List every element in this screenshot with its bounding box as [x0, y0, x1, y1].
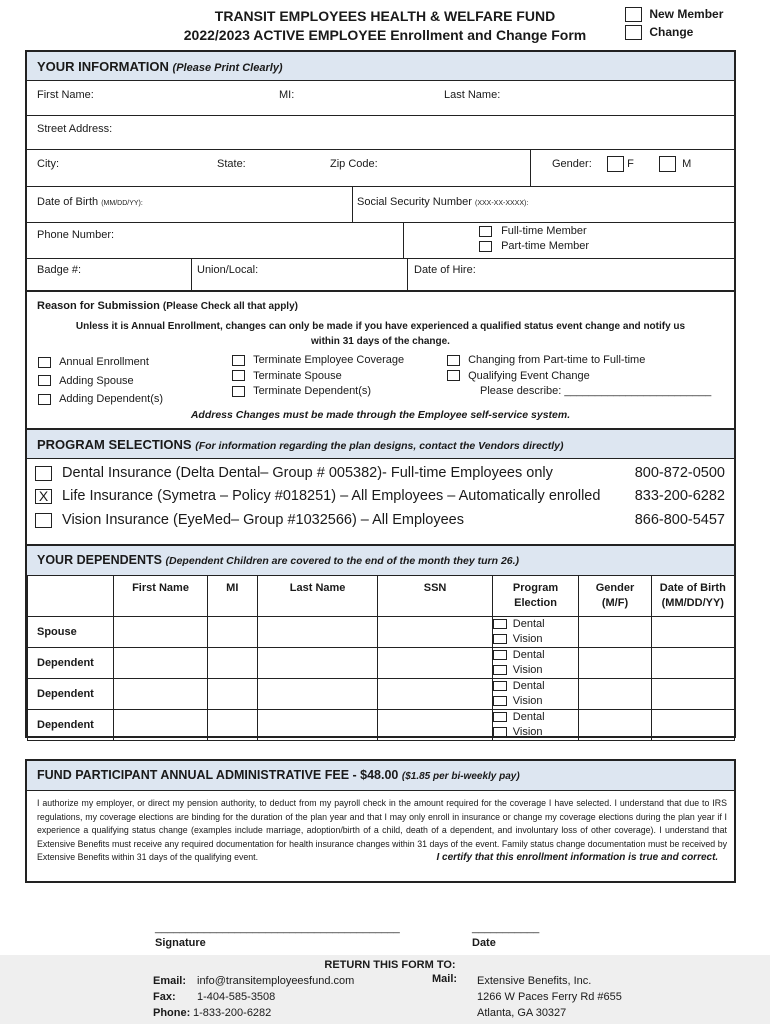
title-line-2: 2022/2023 ACTIVE EMPLOYEE Enrollment and Change Form	[183, 27, 587, 43]
dob-format: (MM/DD/YY):	[101, 200, 143, 207]
life-phone: 833-200-6282	[634, 488, 725, 504]
form-title	[150, 7, 620, 45]
cell-mi[interactable]	[207, 679, 257, 710]
full-time-option[interactable]	[479, 225, 587, 237]
row-label-dependent: Dependent	[28, 648, 114, 679]
reason-part-to-full[interactable]: Changing from Part-time to Full-time	[447, 353, 711, 369]
ssn-field[interactable]	[357, 196, 528, 208]
reason-heading: Reason for Submission (Please Check all that apply)	[37, 300, 298, 312]
cell-gender[interactable]	[579, 679, 651, 710]
date-of-hire-field[interactable]: Date of Hire:	[414, 264, 476, 276]
col-mi: MI	[207, 576, 257, 617]
fax-number: 1-404-585-3508	[197, 991, 276, 1003]
dental-option[interactable]: Dental	[493, 679, 579, 694]
cell-gender[interactable]	[579, 648, 651, 679]
dental-option[interactable]: Dental	[493, 648, 579, 663]
col-last-name: Last Name	[257, 576, 377, 617]
contact-block: Email: info@transitemployeesfund.com Fax: 1-404-585-3508 Phone: 1-833-200-6282	[153, 975, 355, 1019]
cell-first-name[interactable]	[114, 710, 207, 741]
gender-f-checkbox[interactable]	[607, 156, 634, 172]
street-address-field[interactable]: Street Address:	[37, 123, 113, 135]
fee-header	[27, 761, 734, 791]
dental-checkbox[interactable]	[35, 466, 52, 481]
cell-ssn[interactable]	[378, 648, 492, 679]
program-selections-header	[27, 430, 734, 459]
gender-f-label: F	[627, 157, 634, 170]
reason-col-2	[232, 353, 404, 400]
change-checkbox[interactable]	[625, 25, 642, 40]
your-information-section	[25, 50, 736, 292]
mail-address: Extensive Benefits, Inc. 1266 W Paces Ferry Rd #655 Atlanta, GA 30327	[477, 975, 622, 1019]
reason-section	[25, 290, 736, 430]
col-ssn: SSN	[378, 576, 492, 617]
reason-describe-field[interactable]: Please describe: ________________________	[480, 385, 712, 397]
life-label: Life Insurance (Symetra – Policy #018251) – All Employees – Automatically enrolled	[62, 488, 601, 504]
cell-mi[interactable]	[207, 710, 257, 741]
gender-m-label: M	[682, 157, 692, 170]
col-dob: Date of Birth (MM/DD/YY)	[651, 576, 734, 617]
cell-program-election	[492, 617, 579, 648]
table-row	[28, 617, 735, 648]
cell-program-election	[492, 648, 579, 679]
cell-dob[interactable]	[651, 679, 734, 710]
your-information-header	[27, 52, 734, 81]
program-selections-section	[25, 428, 736, 546]
reason-terminate-dependents[interactable]: Terminate Dependent(s)	[232, 384, 404, 400]
full-time-label: Full-time Member	[501, 225, 587, 237]
cell-first-name[interactable]	[114, 617, 207, 648]
program-item-life[interactable]	[35, 488, 725, 504]
dental-phone: 800-872-0500	[634, 465, 725, 481]
reason-note: (Please Check all that apply)	[162, 301, 298, 312]
change-label: Change	[649, 25, 694, 39]
vision-option[interactable]: Vision	[493, 663, 579, 678]
full-time-checkbox[interactable]	[479, 226, 492, 237]
cell-mi[interactable]	[207, 648, 257, 679]
reason-terminate-spouse[interactable]: Terminate Spouse	[232, 369, 404, 385]
cell-last-name[interactable]	[257, 648, 377, 679]
signature-line[interactable]: ________________________________________	[155, 922, 400, 934]
dental-label: Dental Insurance (Delta Dental– Group # 005382)- Full-time Employees only	[62, 465, 553, 481]
program-selections-note: (For information regarding the plan designs, contact the Vendors directly)	[195, 440, 564, 452]
new-member-checkbox[interactable]	[625, 7, 642, 22]
part-time-checkbox[interactable]	[479, 241, 492, 252]
dob-label: Date of Birth	[37, 196, 99, 208]
mi-field[interactable]: MI:	[279, 89, 295, 101]
first-name-field[interactable]: First Name:	[37, 89, 94, 101]
cell-dob[interactable]	[651, 617, 734, 648]
phone-number: 1-833-200-6282	[193, 1007, 272, 1019]
reason-terminate-employee[interactable]: Terminate Employee Coverage	[232, 353, 404, 369]
last-name-field[interactable]: Last Name:	[444, 89, 501, 101]
fee-note: ($1.85 per bi-weekly pay)	[401, 771, 520, 782]
fee-authorization-text: I authorize my employer, or direct my pension authority, to deduct from my payroll check in the amount required for the coverage I have selected. I understand that due to IRS regulations, my coverage elections are binding for the duration of the plan year and that I may only enroll in insurance or change my coverage elections during the plan year if I experience a qualifying status change (examples include marriage, adoption/birth of a child, death of a dependent, and involuntary loss of other coverage). I understand that Extensive Benefits must receive any required documentation for health insurance changes within 31 days of the event. Family status change documentation must be received by Extensive Benefits within 31 days of the qualifying event. I certify that this enrollment information is true and correct.	[37, 798, 727, 864]
cell-last-name[interactable]	[257, 679, 377, 710]
vision-option[interactable]: Vision	[493, 632, 579, 647]
new-member-label: New Member	[649, 7, 724, 21]
reason-adding-spouse[interactable]: Adding Spouse	[38, 372, 163, 391]
vision-checkbox[interactable]	[35, 513, 52, 528]
reason-col-3	[447, 353, 711, 400]
administrative-fee-section	[25, 759, 736, 883]
cell-first-name[interactable]	[114, 648, 207, 679]
email-link[interactable]: info@transitemployeesfund.com	[197, 975, 355, 987]
dental-option[interactable]: Dental	[493, 710, 579, 725]
cell-mi[interactable]	[207, 617, 257, 648]
cell-gender[interactable]	[579, 710, 651, 741]
reason-qualifying-event[interactable]: Qualifying Event Change	[447, 369, 711, 385]
signature-label: Signature	[155, 937, 206, 949]
cell-ssn[interactable]	[378, 617, 492, 648]
state-field[interactable]: State:	[217, 158, 246, 170]
vision-option[interactable]: Vision	[493, 725, 579, 740]
part-time-label: Part-time Member	[501, 240, 590, 252]
program-item-vision[interactable]	[35, 512, 725, 528]
row-label-dependent: Dependent	[28, 710, 114, 741]
dependents-heading: YOUR DEPENDENTS	[37, 553, 163, 567]
date-of-birth-field[interactable]	[37, 196, 143, 208]
col-first-name: First Name	[114, 576, 207, 617]
dependents-note: (Dependent Children are covered to the end of the month they turn 26.)	[165, 555, 520, 567]
new-member-option[interactable]	[625, 7, 723, 22]
cell-ssn[interactable]	[378, 679, 492, 710]
cell-dob[interactable]	[651, 710, 734, 741]
dependents-header-row	[28, 576, 735, 617]
col-gender: Gender (M/F)	[579, 576, 651, 617]
certify-statement: I certify that this enrollment information is true and correct.	[436, 852, 719, 864]
return-heading: RETURN THIS FORM TO:	[324, 959, 456, 971]
row-label-spouse: Spouse	[28, 617, 114, 648]
table-row	[28, 679, 735, 710]
title-line-1: TRANSIT EMPLOYEES HEALTH & WELFARE FUND	[214, 8, 556, 24]
zip-code-field[interactable]: Zip Code:	[330, 158, 378, 170]
table-row	[28, 648, 735, 679]
union-local-field[interactable]: Union/Local:	[197, 264, 259, 276]
cell-ssn[interactable]	[378, 710, 492, 741]
vision-label: Vision Insurance (EyeMed– Group #1032566) – All Employees	[62, 512, 464, 528]
fee-heading: FUND PARTICIPANT ANNUAL ADMINISTRATIVE FEE - $48.00	[37, 768, 399, 782]
mail-label: Mail:	[432, 973, 458, 985]
dependents-section	[25, 544, 736, 738]
vision-option[interactable]: Vision	[493, 694, 579, 709]
table-row	[28, 710, 735, 741]
return-footer	[0, 955, 770, 1024]
date-label: Date	[472, 937, 496, 949]
reason-col-1	[38, 353, 163, 409]
reason-adding-dependents[interactable]: Adding Dependent(s)	[38, 390, 163, 409]
phone-number-field[interactable]: Phone Number:	[37, 229, 115, 241]
cell-last-name[interactable]	[257, 710, 377, 741]
city-field[interactable]: City:	[37, 158, 59, 170]
reason-notice: Unless it is Annual Enrollment, changes can only be made if you have experienced a qualified status event change and notify us within 31 days of the change.	[75, 321, 686, 347]
dependents-header	[27, 546, 734, 575]
cell-last-name[interactable]	[257, 617, 377, 648]
gender-label: Gender:	[552, 158, 592, 170]
reason-annual-enrollment[interactable]: Annual Enrollment	[38, 353, 163, 372]
cell-program-election	[492, 710, 579, 741]
dependents-table	[27, 575, 735, 741]
life-checkbox[interactable]: X	[35, 489, 52, 504]
address-change-note: Address Changes must be made through the Employee self-service system.	[190, 409, 571, 421]
gender-m-checkbox[interactable]	[659, 156, 691, 172]
your-information-heading: YOUR INFORMATION	[37, 59, 169, 74]
change-option[interactable]	[625, 25, 693, 40]
dental-option[interactable]: Dental	[493, 617, 579, 632]
ssn-format: (XXX-XX-XXXX):	[475, 200, 529, 207]
cell-dob[interactable]	[651, 648, 734, 679]
date-line[interactable]: ___________	[472, 922, 540, 934]
cell-gender[interactable]	[579, 617, 651, 648]
vision-phone: 866-800-5457	[634, 512, 725, 528]
cell-program-election	[492, 679, 579, 710]
program-item-dental[interactable]	[35, 465, 725, 481]
part-time-option[interactable]	[479, 240, 589, 252]
row-label-dependent: Dependent	[28, 679, 114, 710]
col-program-election: Program Election	[492, 576, 579, 617]
ssn-label: Social Security Number	[357, 196, 472, 208]
your-information-note: (Please Print Clearly)	[172, 62, 283, 74]
cell-first-name[interactable]	[114, 679, 207, 710]
program-selections-heading: PROGRAM SELECTIONS	[37, 437, 192, 452]
badge-field[interactable]: Badge #:	[37, 264, 82, 276]
